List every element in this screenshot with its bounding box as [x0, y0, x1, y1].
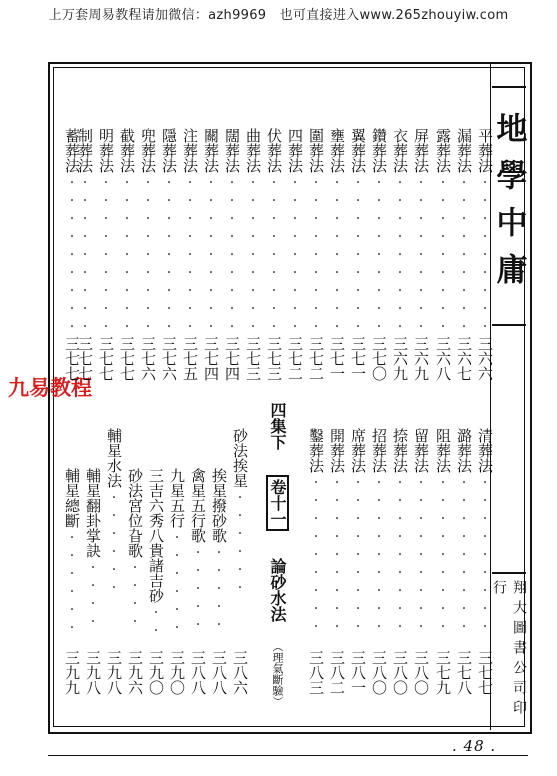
- toc-entry: [369, 428, 389, 720]
- toc-entry-leader: ·····: [210, 543, 228, 633]
- toc-entry-page: 三八一: [349, 650, 367, 695]
- toc-entry: [62, 468, 82, 720]
- toc-entry: [285, 128, 305, 406]
- toc-entry-leader: ·········: [76, 173, 94, 335]
- toc-entry-page: 三七七: [76, 336, 94, 381]
- toc-entry-page: 三七八: [455, 650, 473, 695]
- toc-entry-leader: ·········: [455, 173, 473, 335]
- toc-entry: [62, 128, 82, 406]
- toc-entry-leader: ······: [168, 528, 186, 636]
- toc-entry-page: 三八三: [307, 650, 325, 695]
- toc-entry-page: 三七二: [286, 336, 304, 381]
- toc-entry: [83, 468, 103, 720]
- toc-entry: [433, 128, 453, 406]
- toc-entry-page: 三七七: [63, 336, 81, 381]
- toc-entry-leader: ·········: [265, 173, 283, 335]
- toc-entry-title: 砂法宮位旮歌: [126, 468, 144, 558]
- toc-entry-page: 三八六: [231, 650, 249, 695]
- toc-entry-page: 三九〇: [168, 650, 186, 695]
- toc-entry: [188, 468, 208, 720]
- toc-entry-leader: ·········: [160, 173, 178, 335]
- toc-entry-page: 三六八: [434, 336, 452, 381]
- toc-entry: [475, 428, 495, 720]
- toc-entry: [348, 128, 368, 406]
- toc-entry-title: 壅葬法: [328, 128, 346, 173]
- toc-entry-title: 漏葬法: [455, 128, 473, 173]
- toc-entry: [411, 128, 431, 406]
- volume-label: 卷十一: [266, 475, 289, 531]
- toc-entry-leader: ·········: [286, 173, 304, 335]
- watermark-logo: 九易教程: [8, 376, 92, 400]
- toc-entry-title: 截葬法: [118, 128, 136, 173]
- toc-entry-page: 三九六: [126, 650, 144, 695]
- site-header-banner: 上万套周易教程请加微信：azh9969 也可直接进入www.265zhouyiw.com: [48, 8, 509, 23]
- toc-entry-leader: ·····: [189, 543, 207, 633]
- toc-entry: [306, 428, 326, 720]
- toc-entry-title: 禽星五行歌: [189, 468, 207, 543]
- toc-entry-leader: ·········: [118, 173, 136, 335]
- toc-entry-title: 砂法挨星: [231, 428, 249, 488]
- toc-entry-page: 三七七: [118, 336, 136, 381]
- collection-label: 四集下: [268, 402, 287, 450]
- toc-entry-title: 席葬法: [349, 428, 367, 473]
- toc-entry-page: 三九八: [84, 650, 102, 695]
- toc-entry-title: 兜葬法: [139, 128, 157, 173]
- toc-entry-leader: ·········: [328, 473, 346, 635]
- section-title-text: 論砂水法: [268, 558, 287, 622]
- toc-entry-page: 三七五: [181, 336, 199, 381]
- toc-entry-leader: ·········: [476, 173, 494, 335]
- toc-entry: [201, 128, 221, 406]
- toc-entry-title: 曲葬法: [244, 128, 262, 173]
- toc-entry: [264, 128, 284, 406]
- toc-entry-title: 圍葬法: [307, 128, 325, 173]
- toc-entry: [306, 128, 326, 406]
- toc-entry-title: 開葬法: [328, 428, 346, 473]
- toc-entry-page: 三六六: [476, 336, 494, 381]
- toc-entry-page: 三七六: [139, 336, 157, 381]
- toc-entry-leader: ·········: [434, 173, 452, 335]
- toc-entry-leader: ····: [126, 558, 144, 630]
- section-heading: [267, 402, 287, 707]
- toc-entry-page: 三七九: [434, 650, 452, 695]
- toc-entry-leader: ·········: [370, 473, 388, 635]
- toc-entry-leader: ······: [63, 528, 81, 636]
- toc-entry-page: 三七二: [307, 336, 325, 381]
- toc-entry: [117, 128, 137, 406]
- toc-entry-title: 挨星撥砂歌: [210, 468, 228, 543]
- toc-entry-leader: ·········: [63, 173, 81, 335]
- toc-entry: [475, 128, 495, 406]
- toc-entry-title: 注葬法: [181, 128, 199, 173]
- toc-entry-title: 鑿葬法: [307, 428, 325, 473]
- bottom-rule: [48, 755, 528, 756]
- toc-entry-leader: ·········: [349, 173, 367, 335]
- toc-entry-page: 三八〇: [370, 650, 388, 695]
- toc-entry-title: 招葬法: [370, 428, 388, 473]
- toc-entry-title: 闊葬法: [223, 128, 241, 173]
- toc-entry-leader: ·········: [139, 173, 157, 335]
- toc-entry: [433, 428, 453, 720]
- toc-entry-page: 三八二: [328, 650, 346, 695]
- toc-entry-leader: ·········: [391, 173, 409, 335]
- toc-entry-leader: ·········: [223, 173, 241, 335]
- toc-entry: [222, 128, 242, 406]
- toc-entry-title: 制葬法: [76, 128, 94, 173]
- toc-entry-title: 明葬法: [97, 128, 115, 173]
- toc-entry-page: 三九九: [63, 650, 81, 695]
- toc-entry-title: 露葬法: [434, 128, 452, 173]
- toc-entry: [454, 128, 474, 406]
- toc-entry-leader: ····: [84, 558, 102, 630]
- toc-entry: [454, 428, 474, 720]
- toc-entry-page: 三七三: [244, 336, 262, 381]
- toc-entry-title: 蓄葬法: [63, 128, 81, 173]
- toc-entry-title: 輔星水法: [105, 428, 123, 488]
- toc-entry-leader: ·········: [307, 173, 325, 335]
- toc-entry: [209, 468, 229, 720]
- toc-entry-title: 屏葬法: [412, 128, 430, 173]
- toc-entry-title: 留葬法: [412, 428, 430, 473]
- toc-entry: [104, 428, 124, 720]
- publisher-imprint: 翔大圖書公司印行: [492, 572, 526, 726]
- toc-entry-page: 三九八: [105, 650, 123, 695]
- toc-entry-leader: ·········: [349, 473, 367, 635]
- toc-entry-title: 關葬法: [202, 128, 220, 173]
- toc-entry: [138, 128, 158, 406]
- toc-entry: [327, 428, 347, 720]
- toc-entry: [146, 468, 166, 720]
- toc-entry-page: 三七三: [265, 336, 283, 381]
- toc-entry-leader: ······: [231, 488, 249, 596]
- toc-entry-leader: ·········: [181, 173, 199, 335]
- toc-entry-leader: ·········: [434, 473, 452, 635]
- toc-entry-leader: ·········: [476, 473, 494, 635]
- toc-entry: [390, 128, 410, 406]
- toc-entry-title: 隱葬法: [160, 128, 178, 173]
- toc-entry-page: 三六七: [455, 336, 473, 381]
- toc-entry-page: 三七〇: [370, 336, 388, 381]
- toc-entry-title: 衣葬法: [391, 128, 409, 173]
- toc-entry-title: 三吉六秀八貴諸吉砂: [147, 468, 165, 603]
- toc-entry-page: 三七一: [328, 336, 346, 381]
- toc-entry-leader: ·········: [391, 473, 409, 635]
- toc-entry-page: 三八〇: [391, 650, 409, 695]
- toc-entry-title: 輔星總斷: [63, 468, 81, 528]
- toc-entry-page: 三八〇: [412, 650, 430, 695]
- toc-entry-title: 鑽葬法: [370, 128, 388, 173]
- toc-entry-title: 翼葬法: [349, 128, 367, 173]
- toc-entry-leader: ·········: [202, 173, 220, 335]
- toc-entry: [243, 128, 263, 406]
- toc-entry: [348, 428, 368, 720]
- toc-entry: [96, 128, 116, 406]
- toc-entry: [369, 128, 389, 406]
- toc-entry-leader: ·········: [370, 173, 388, 335]
- toc-entry-title: 伏葬法: [265, 128, 283, 173]
- toc-entry-leader: ·········: [307, 473, 325, 635]
- toc-entry-leader: ·········: [412, 473, 430, 635]
- toc-entry-title: 潞葬法: [455, 428, 473, 473]
- toc-entry: [159, 128, 179, 406]
- toc-entry-title: 捺葬法: [391, 428, 409, 473]
- toc-entry-page: 三七一: [349, 336, 367, 381]
- toc-entry: [411, 428, 431, 720]
- toc-entry-leader: ··: [147, 603, 165, 639]
- toc-entry: [180, 128, 200, 406]
- toc-entry-leader: ·········: [244, 173, 262, 335]
- toc-entry-leader: ·········: [412, 173, 430, 335]
- toc-entry: [230, 428, 250, 720]
- toc-entry: [125, 468, 145, 720]
- toc-entry-page: 三六九: [412, 336, 430, 381]
- toc-entry-title: 輔星翻卦掌訣: [84, 468, 102, 558]
- toc-entry-title: 清葬法: [476, 428, 494, 473]
- toc-entry: [327, 128, 347, 406]
- toc-entry-page: 三六九: [391, 336, 409, 381]
- toc-entry-page: 三七七: [97, 336, 115, 381]
- toc-entry-page: 三七四: [223, 336, 241, 381]
- toc-entry-leader: ·········: [97, 173, 115, 335]
- toc-entry-title: 平葬法: [476, 128, 494, 173]
- toc-entry-leader: ·········: [455, 473, 473, 635]
- toc-entry-page: 三八八: [189, 650, 207, 695]
- book-title: 地學中庸: [492, 86, 526, 326]
- toc-entry-page: 三七七: [476, 650, 494, 695]
- toc-entry: [167, 468, 187, 720]
- toc-entry-leader: ······: [105, 488, 123, 596]
- toc-entry: [390, 428, 410, 720]
- section-note: （理氣斷驗）: [271, 641, 284, 707]
- page-number: . 48 .: [452, 737, 497, 755]
- toc-entry-page: 三七六: [160, 336, 178, 381]
- toc-entry-page: 三九〇: [147, 650, 165, 695]
- toc-entry-title: 四葬法: [286, 128, 304, 173]
- toc-entry-title: 九星五行: [168, 468, 186, 528]
- toc-entry-page: 三八八: [210, 650, 228, 695]
- toc-entry-title: 阻葬法: [434, 428, 452, 473]
- toc-entry-page: 三七四: [202, 336, 220, 381]
- toc-entry-leader: ·········: [328, 173, 346, 335]
